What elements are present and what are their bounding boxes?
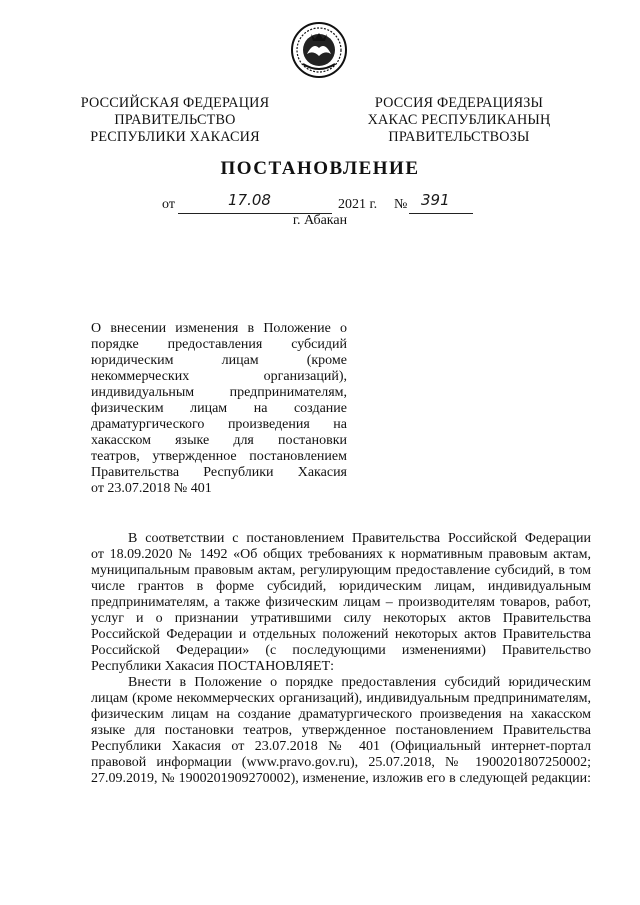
number-handwritten: 391 — [421, 191, 450, 209]
header-right — [334, 95, 584, 146]
from-label: от — [162, 197, 175, 212]
body-line: языке для постановки театров, утвержденное постановлением Правительства — [91, 723, 591, 738]
subject-line: от 23.07.2018 № 401 — [91, 481, 212, 496]
body-line: муниципальным правовым актам, регулирующим предоставление субсидий, в том — [91, 563, 591, 578]
subject-line: драматургического произведения на — [91, 417, 347, 432]
header-left-line-1: РОССИЙСКАЯ ФЕДЕРАЦИЯ — [80, 95, 270, 111]
body-line: правовой информации (www.pravo.gov.ru), 25.07.2018, № 1900201807250002; — [91, 755, 591, 770]
header-left-line-2: ПРАВИТЕЛЬСТВО — [114, 112, 236, 128]
subject-line: Правительства Республики Хакасия — [91, 465, 347, 480]
document-title: ПОСТАНОВЛЕНИЕ — [220, 158, 420, 179]
header-left-line-3: РЕСПУБЛИКИ ХАКАСИЯ — [90, 129, 260, 145]
subject-line: хакасском языке для постановки — [91, 433, 347, 448]
body-line: Российской Федерации» (с последующими изменениями) Правительство — [91, 643, 591, 658]
body-line: услуг и о признании утратившими силу некоторых актов Правительства — [91, 611, 591, 626]
body-line: от 18.09.2020 № 1492 «Об общих требованиях к нормативным правовым актам, — [91, 547, 591, 562]
body-line: числе грантов в форме субсидий, юридическим лицам, индивидуальным — [91, 579, 591, 594]
header-left — [50, 95, 300, 146]
number-label: № — [394, 197, 408, 212]
header-right-line-3: ПРАВИТЕЛЬСТВОЗЫ — [388, 129, 530, 145]
city-label: г. Абакан — [292, 213, 348, 228]
coat-of-arms-icon — [289, 20, 349, 80]
body-line: 27.09.2019, № 1900201909270002), изменение, изложив его в следующей редакции: — [91, 771, 591, 786]
subject-block — [91, 321, 347, 497]
subject-line: индивидуальным предпринимателям, — [91, 385, 347, 400]
body-line: В соответствии с постановлением Правительства Российской Федерации — [128, 531, 591, 546]
body-line: физическим лицам на создание драматургического произведения на хакасском — [91, 707, 591, 722]
year-label: 2021 г. — [338, 197, 378, 212]
subject-line: физическим лицам на создание — [91, 401, 347, 416]
subject-line: театров, утвержденное постановлением — [91, 449, 347, 464]
body-line: предпринимателям, а также физическим лицам – производителям товаров, работ, — [91, 595, 591, 610]
body-line: Российской Федерации и отдельных положений некоторых актов Правительства — [91, 627, 591, 642]
header-right-line-2: ХАКАС РЕСПУБЛИКАНЫҢ — [367, 112, 551, 128]
subject-line: порядке предоставления субсидий — [91, 337, 347, 352]
body-line: Республики Хакасия ПОСТАНОВЛЯЕТ: — [91, 659, 335, 674]
body-line: Республики Хакасия от 23.07.2018 № 401 (Официальный интернет-портал — [91, 739, 591, 754]
header-right-line-1: РОССИЯ ФЕДЕРАЦИЯЗЫ — [374, 95, 544, 111]
subject-line: юридическим лицам (кроме — [91, 353, 347, 368]
body-line: лицам (кроме некоммерческих организаций), индивидуальным предпринимателям, — [91, 691, 591, 706]
body-text — [91, 531, 591, 787]
subject-line: некоммерческих организаций), — [91, 369, 347, 384]
date-handwritten: 17.08 — [228, 191, 271, 209]
subject-line: О внесении изменения в Положение о — [91, 321, 347, 336]
body-line: Внести в Положение о порядке предоставления субсидий юридическим — [128, 675, 591, 690]
